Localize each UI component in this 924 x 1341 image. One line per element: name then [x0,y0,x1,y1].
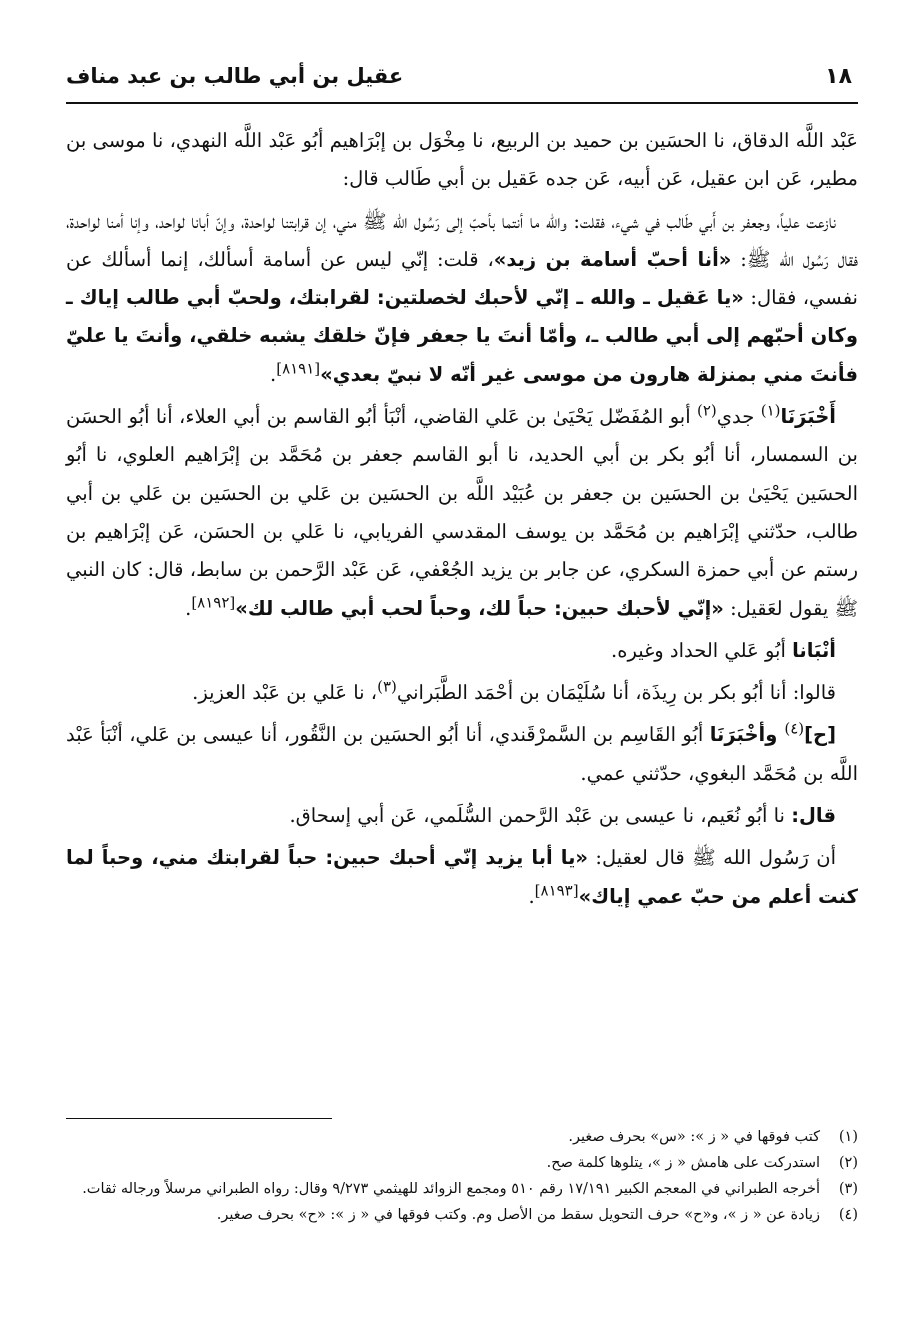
footnote-text: أخرجه الطبراني في المعجم الكبير ١٧/١٩١ رقم ٥١٠ ومجمع الزوائد للهيثمي ٩/٢٧٣ وقال: رواه الطبراني مرسلاً ورجاله ثقات. [82,1181,820,1197]
reference-mark: (٤) [784,719,805,738]
footnote-number: (١) [838,1129,858,1145]
text-segment: ، نا عَلي بن عَبْد العزيز. [192,681,378,705]
text-segment: أبُو عَلي الحداد وغيره. [611,638,793,662]
footnote-text: استدركت على هامش « ز »، يتلوها كلمة صح. [546,1155,820,1171]
footnote-number: (٣) [838,1181,858,1197]
emphasized-text: [ح] [804,723,836,747]
emphasized-text: قال: [791,804,836,828]
text-segment: جدي [716,405,761,429]
emphasized-text: «إنّي لأحبك حبين: حباً لك، وحباً لحب أبي طالب لك» [235,596,724,620]
paragraph [66,122,858,199]
emphasized-text: «يا أبا يزيد إنّي أحبك حبين: حباً لقرابتك مني، وحباً لما كنت أعلم من حبّ عمي إياك» [66,846,858,908]
footnote-number: (٤) [838,1207,858,1223]
text-segment: . [185,596,192,620]
text-segment: . [270,362,277,386]
paragraph [66,674,858,712]
reference-mark: (١) [760,401,781,420]
emphasized-text: أنْبَانا [792,638,836,662]
paragraph [66,632,858,670]
reference-mark: [٨١٩٣] [534,881,579,900]
footnotes [66,1126,858,1230]
reference-mark: (٢) [697,401,717,420]
paragraph [66,716,858,793]
footnote-separator [66,1118,332,1119]
text-segment: عَبْد اللَّه الدقاق، نا الحسَين بن حميد بن الربيع، نا مِخْوَل بن إبْرَاهيم أبُو عَبْد اللَّه النهدي، نا موسى بن مطير، عَن ابن عقيل، عَن أبيه، عَن جده عَقيل بن أبي طَالب قال: [66,129,858,191]
paragraph [66,839,858,916]
emphasized-text: وأخْبَرَنَا [709,723,785,747]
footnote [66,1204,858,1226]
paragraph [66,203,858,394]
text-segment: أبُو القَاسِم بن السَّمرْقَندي، أنا أبُو الحسَين بن النَّقُور، أنا عيسى بن عَلي، أنْبَأ عَبْد اللَّه بن مُحَمَّد البغوي، حدّثني عمي. [66,723,858,785]
reference-mark: [٨١٩٢] [191,593,236,612]
text-segment: قالوا: أنا أبُو بكر بن رِيذَة، أنا سُلَيْمَان بن أحْمَد الطَّبَراني [396,681,836,705]
emphasized-text: أَخْبَرَنَا [780,405,836,429]
footnote [66,1178,858,1200]
page-header [66,58,858,104]
text-segment: أن رَسُول الله ﷺ قال لعقيل: [588,846,836,870]
footnote [66,1126,858,1148]
paragraph [66,797,858,835]
emphasized-text: «يا عَقيل ـ والله ـ إنّي لأحبك لخصلتين: لقرابتك، ولحبّ أبي طالب إياك ـ وكان أحبّهم إلى أبي طالب ـ، وأمّا أنتَ يا جعفر فإنّ خلقك يشبه خلقي، وأنتَ يا عليّ فأنتَ مني بمنزلة هارون من موسى غير أنّه لا نبيّ بعدي» [66,286,858,386]
reference-mark: (٣) [377,677,397,696]
running-title: عقيل بن أبي طالب بن عبد مناف [66,64,404,88]
emphasized-text: «أنا أحبّ أسامة بن زيد» [493,247,732,271]
footnote-text: زيادة عن « ز »، و«ح» حرف التحويل سقط من الأصل وم. وكتب فوقها في « ز »: «ح» بحرف صغير. [216,1207,820,1223]
footnote-number: (٢) [838,1155,858,1171]
text-segment: . [528,884,535,908]
text-segment: نا أبُو نُعَيم، نا عيسى بن عَبْد الرَّحمن السُّلَمي، عَن أبي إسحاق. [289,804,792,828]
text-segment: نازعت علياً، وجعفر بن أَبي طَالب في شيء، فقلت: والله ما أنتما بأحبّ إلى رَسُول الله ﷺ مني، إن قرابتنا لواحدة، وإنّ أبانا لواحد، وإنا أمنا لواحدة، فقال رَسُول الله ﷺ: [66,209,859,271]
main-text [66,122,858,920]
page-number: ١٨ [825,64,852,89]
paragraph [66,398,858,628]
footnote [66,1152,858,1174]
text-segment: أبو المُفَضّل يَحْيَىٰ بن عَلي القاضي، أنْبَأ أبُو القاسم بن أبي العلاء، أنا أبُو الحسَن بن السمسار، أنا أبُو بكر بن أبي الحديد، نا أبو القاسم جعفر بن مُحَمَّد بن إبْرَاهيم العلوي، نا أبُو الحسَين يَحْيَىٰ بن الحسَين بن جعفر بن عُبَيْد اللَّه بن الحسَين بن عَلي بن الحسَين بن عَلي بن أبي طالب، حدّثني إبْرَاهيم بن مُحَمَّد بن يوسف المقدسي الفريابي، نا عَلي بن الحسَن، عَن إبْرَاهيم بن رستم عن أبي حمزة السكري، عن جابر بن يزيد الجُعْفي، عَن عَبْد الرَّحمن بن سابط، قال: كان النبي ﷺ يقول لعَقيل: [66,405,858,620]
text-segment: ، قلت: إنّي ليس عن أسامة أسألك، إنما أسألك عن نفسي، فقال: [66,247,858,310]
reference-mark: [٨١٩١] [276,359,321,378]
footnote-text: كتب فوقها في « ز »: «س» بحرف صغير. [568,1129,820,1145]
